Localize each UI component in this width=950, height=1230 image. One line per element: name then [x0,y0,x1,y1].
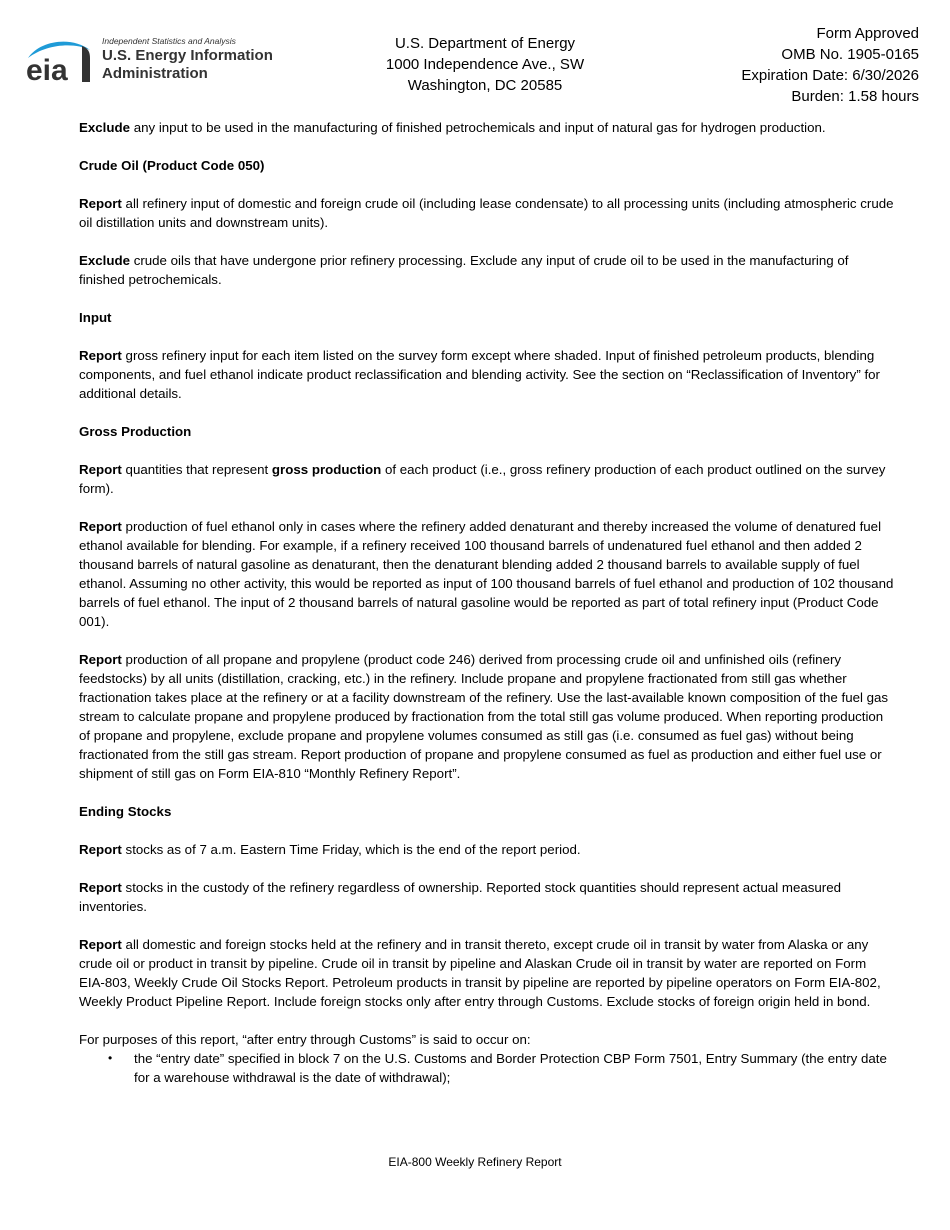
heading-input: Input [79,310,112,325]
paragraph-report-propane: Report production of all propane and propylene (product code 246) derived from processing crude oil and unfinished oils (refinery feedstocks) by all units (distillation, cracking, etc.) in the refinery. Include propane and propylene fractionated from still gas whether fractionation takes place at the refinery or at a facility downstream of the refinery. Use the last-available known composition of the fuel gas stream to calculate propane and propylene produced by fractionation from the total still gas volume produced. When reporting production of propane and propylene, exclude propane and propylene volumes consumed as still gas (i.e. consumed as fuel gas) without being fractionated from the still gas stream. Report production of propane and propylene consumed as fuel as production and either fuel use or shipment of still gas on Form EIA-810 “Monthly Refinery Report”. [79,652,889,781]
logo-name-line2: Administration [102,65,208,82]
customs-entry-list [79,1049,894,1087]
paragraph-report-domestic-foreign: Report all domestic and foreign stocks held at the refinery and in transit thereto, except crude oil in transit by water from Alaska or any crude oil or product in transit by pipeline. Crude oil in transit by pipeline and Alaskan Crude oil in transit by water are reported on Form EIA-803, Weekly Crude Oil Stocks Report. Petroleum products in transit by pipeline are reported by pipeline operators on Form EIA-802, Weekly Product Pipeline Report. Include foreign stocks only after entry through Customs. Exclude stocks of foreign origin held in bond. [79,937,881,1009]
paragraph-report-stocks-time: Report stocks as of 7 a.m. Eastern Time Friday, which is the end of the report period. [79,842,581,857]
heading-ending-stocks: Ending Stocks [79,804,172,819]
expiration-date: Expiration Date: 6/30/2026 [741,67,919,84]
dept-line3: Washington, DC 20585 [407,77,563,94]
dept-line2: 1000 Independence Ave., SW [385,56,585,73]
eia-logo [24,36,294,86]
bullet-icon: • [108,1051,113,1065]
form-approved: Form Approved [816,25,919,42]
paragraph-exclude-petrochem: Exclude any input to be used in the manufacturing of finished petrochemicals and input of natural gas for hydrogen production. [79,120,826,135]
paragraph-report-crude-input: Report all refinery input of domestic and foreign crude oil (including lease condensate) to all processing units (including atmospheric crude oil distillation units and downstream units). [79,196,894,230]
paragraph-report-gross-production: Report quantities that represent gross production of each product (i.e., gross refinery production of each product outlined on the survey form). [79,462,886,496]
burden-hours: Burden: 1.58 hours [791,88,919,105]
page-footer: EIA-800 Weekly Refinery Report [388,1155,562,1169]
paragraph-report-gross-input: Report gross refinery input for each item listed on the survey form except where shaded. Input of finished petroleum products, blending components, and fuel ethanol indicate product reclassification and blending activity. See the section on “Reclassification of Inventory” for additional details. [79,348,880,401]
form-info [741,23,919,107]
logo-tagline: Independent Statistics and Analysis [102,36,236,46]
heading-crude-oil: Crude Oil (Product Code 050) [79,158,265,173]
list-item: • the “entry date” specified in block 7 on the U.S. Customs and Border Protection CBP Form 7501, Entry Summary (the entry date for a warehouse withdrawal is the date of withdrawal); [108,1051,887,1085]
paragraph-customs-entry: For purposes of this report, “after entry through Customs” is said to occur on: [79,1032,531,1047]
paragraph-report-stocks-custody: Report stocks in the custody of the refinery regardless of ownership. Reported stock quantities should represent actual measured inventories. [79,880,842,914]
eia-arc-icon [24,36,100,84]
svg-text:eia: eia [26,54,68,84]
paragraph-exclude-crude: Exclude crude oils that have undergone prior refinery processing. Exclude any input of crude oil to be used in the manufacturing of finished petrochemicals. [79,253,849,287]
logo-name-line1: U.S. Energy Information [102,47,273,64]
heading-gross-production: Gross Production [79,424,192,439]
instructions-body [79,118,894,1087]
dept-line1: U.S. Department of Energy [394,35,576,52]
department-address [340,33,630,96]
paragraph-report-fuel-ethanol: Report production of fuel ethanol only in cases where the refinery added denaturant and thereby increased the volume of denatured fuel ethanol available for blending. For example, if a refinery received 100 thousand barrels of undenatured fuel ethanol and then added 2 thousand barrels of natural gasoline as denaturant, then the denaturant blending added 2 thousand barrels to available supply of fuel ethanol. Assuming no other activity, this would be reported as input of 100 thousand barrels of fuel ethanol and production of 102 thousand barrels of fuel ethanol. The input of 2 thousand barrels of natural gasoline would be reported as part of total refinery input (Product Code 001). [79,519,894,629]
omb-number: OMB No. 1905-0165 [781,46,919,63]
